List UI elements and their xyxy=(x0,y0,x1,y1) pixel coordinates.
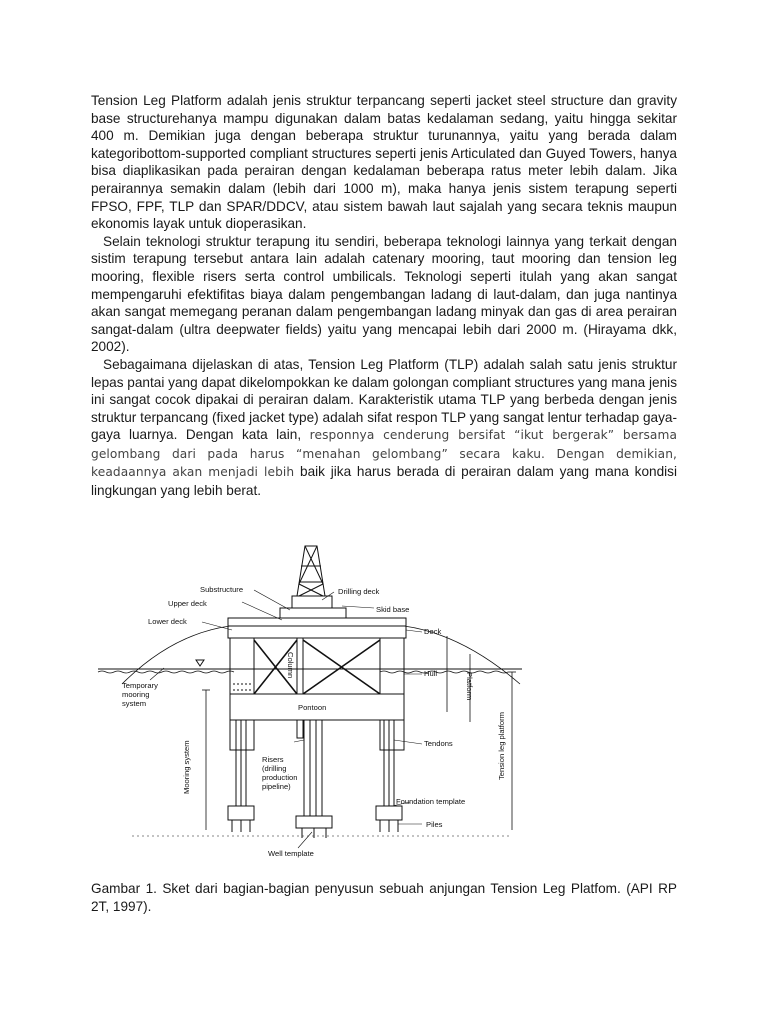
paragraph-3-part-a: Sebagaimana dijelaskan di atas, Tension Leg Platform (TLP) adalah salah satu jenis struktur lepas pantai yang dapat dikelompokkan ke dalam golongan compliant structures yang mana jenis ini sangat cocok dipakai di perairan dalam. Karakteristik utama TLP yang berbeda dengan jenis struktur terpancang (fixed jacket type) adalah sifat respon TLP yang sangat lentur terhadap gaya-gaya luarnya. Dengan kata lain, xyxy=(91,356,677,443)
label-substructure: Substructure xyxy=(200,585,244,594)
label-piles: Piles xyxy=(426,820,443,829)
label-risers-2: (drilling xyxy=(262,764,287,773)
paragraph-1: Tension Leg Platform adalah jenis struktur terpancang seperti jacket steel structure dan gravity base structurehanya mampu digunakan dalam batas kedalaman sedang, yaitu hingga sekitar 400 m. Demikian juga dengan beberapa struktur turunannya, yaitu yang berada dalam kategoribottom-supported compliant structures seperti jenis Articulated dan Guyed Towers, hanya bisa diaplikasikan pada perairan dengan kedalaman beberapa ratus meter lebih dalam. Jika perairannya semakin dalam (lebih dari 1000 m), maka hanya jenis sistem terapung seperti FPSO, FPF, TLP dan SPAR/DDCV, atau sistem bawah laut sajalah yang secara teknis maupun ekonomis layak untuk dioperasikan. xyxy=(91,93,677,232)
substructure xyxy=(280,608,346,618)
tendons xyxy=(236,720,394,806)
tlp-diagram-svg xyxy=(92,544,532,874)
well-template xyxy=(296,816,332,828)
paragraph-3-part-c: baik jika harus berada di perairan dalam yang mana kondisi lingkungan yang lebih berat. xyxy=(91,464,677,499)
label-lower-deck: Lower deck xyxy=(148,617,187,626)
label-temporary-mooring-3: system xyxy=(122,699,147,708)
label-column: Column xyxy=(286,652,295,679)
label-tendons: Tendons xyxy=(424,739,453,748)
label-well-template: Well template xyxy=(268,849,314,858)
column-middle xyxy=(297,638,303,738)
label-hull: Hull xyxy=(424,669,438,678)
upper-deck xyxy=(228,618,406,626)
body-text xyxy=(91,92,677,500)
label-deck: Deck xyxy=(424,627,442,636)
water-level-marker xyxy=(196,660,204,666)
label-tension-leg-platform: Tension leg platform xyxy=(497,712,506,780)
label-risers: Risers xyxy=(262,755,284,764)
label-temporary-mooring-2: mooring xyxy=(122,690,150,699)
risers xyxy=(304,720,322,816)
label-foundation-template: Foundation template xyxy=(396,797,466,806)
label-pontoon: Pontoon xyxy=(298,703,327,712)
paragraph-3 xyxy=(91,356,677,500)
label-temporary-mooring: Temporary xyxy=(122,681,158,690)
label-platform: Platform xyxy=(465,672,474,701)
paragraph-3-part-b: responnya cenderung bersifat “ikut bergerak” bersama gelombang dari pada harus “menahan gelombang” secara kaku. Dengan demikian, keadaannya akan menjadi lebih xyxy=(91,428,678,480)
label-drilling-deck: Drilling deck xyxy=(338,587,380,596)
label-mooring-system: Mooring system xyxy=(182,740,191,794)
tlp-diagram xyxy=(92,544,532,874)
derrick xyxy=(297,546,325,596)
foundation-template-right xyxy=(376,806,402,820)
foundation-template-left xyxy=(228,806,254,820)
label-skid-base: Skid base xyxy=(376,605,410,614)
paragraph-2: Selain teknologi struktur terapung itu sendiri, beberapa teknologi lainnya yang terkait dengan sistim terapung tersebut antara lain adalah catenary mooring, taut mooring dan tension leg mooring, flexible risers serta control umbilicals. Teknologi seperti itulah yang akan sangat mempengaruhi efektifitas biaya dalam pengembangan ladang di laut-dalam, dan juga nantinya akan sangat memegang peranan dalam pengembangan ladang minyak dan gas di area perairan sangat-dalam (ultra deepwater fields) yaitu yang mencapai lebih dari 2000 m. (Hirayama dkk, 2002). xyxy=(91,233,677,355)
bracing xyxy=(254,640,380,694)
lower-deck xyxy=(228,626,406,638)
label-risers-4: pipeline) xyxy=(262,782,291,791)
label-upper-deck: Upper deck xyxy=(168,599,207,608)
figure-caption: Gambar 1. Sket dari bagian-bagian penyusun sebuah anjungan Tension Leg Platfom. (API RP 2T, 1997). xyxy=(91,881,677,914)
label-risers-3: production xyxy=(262,773,298,782)
